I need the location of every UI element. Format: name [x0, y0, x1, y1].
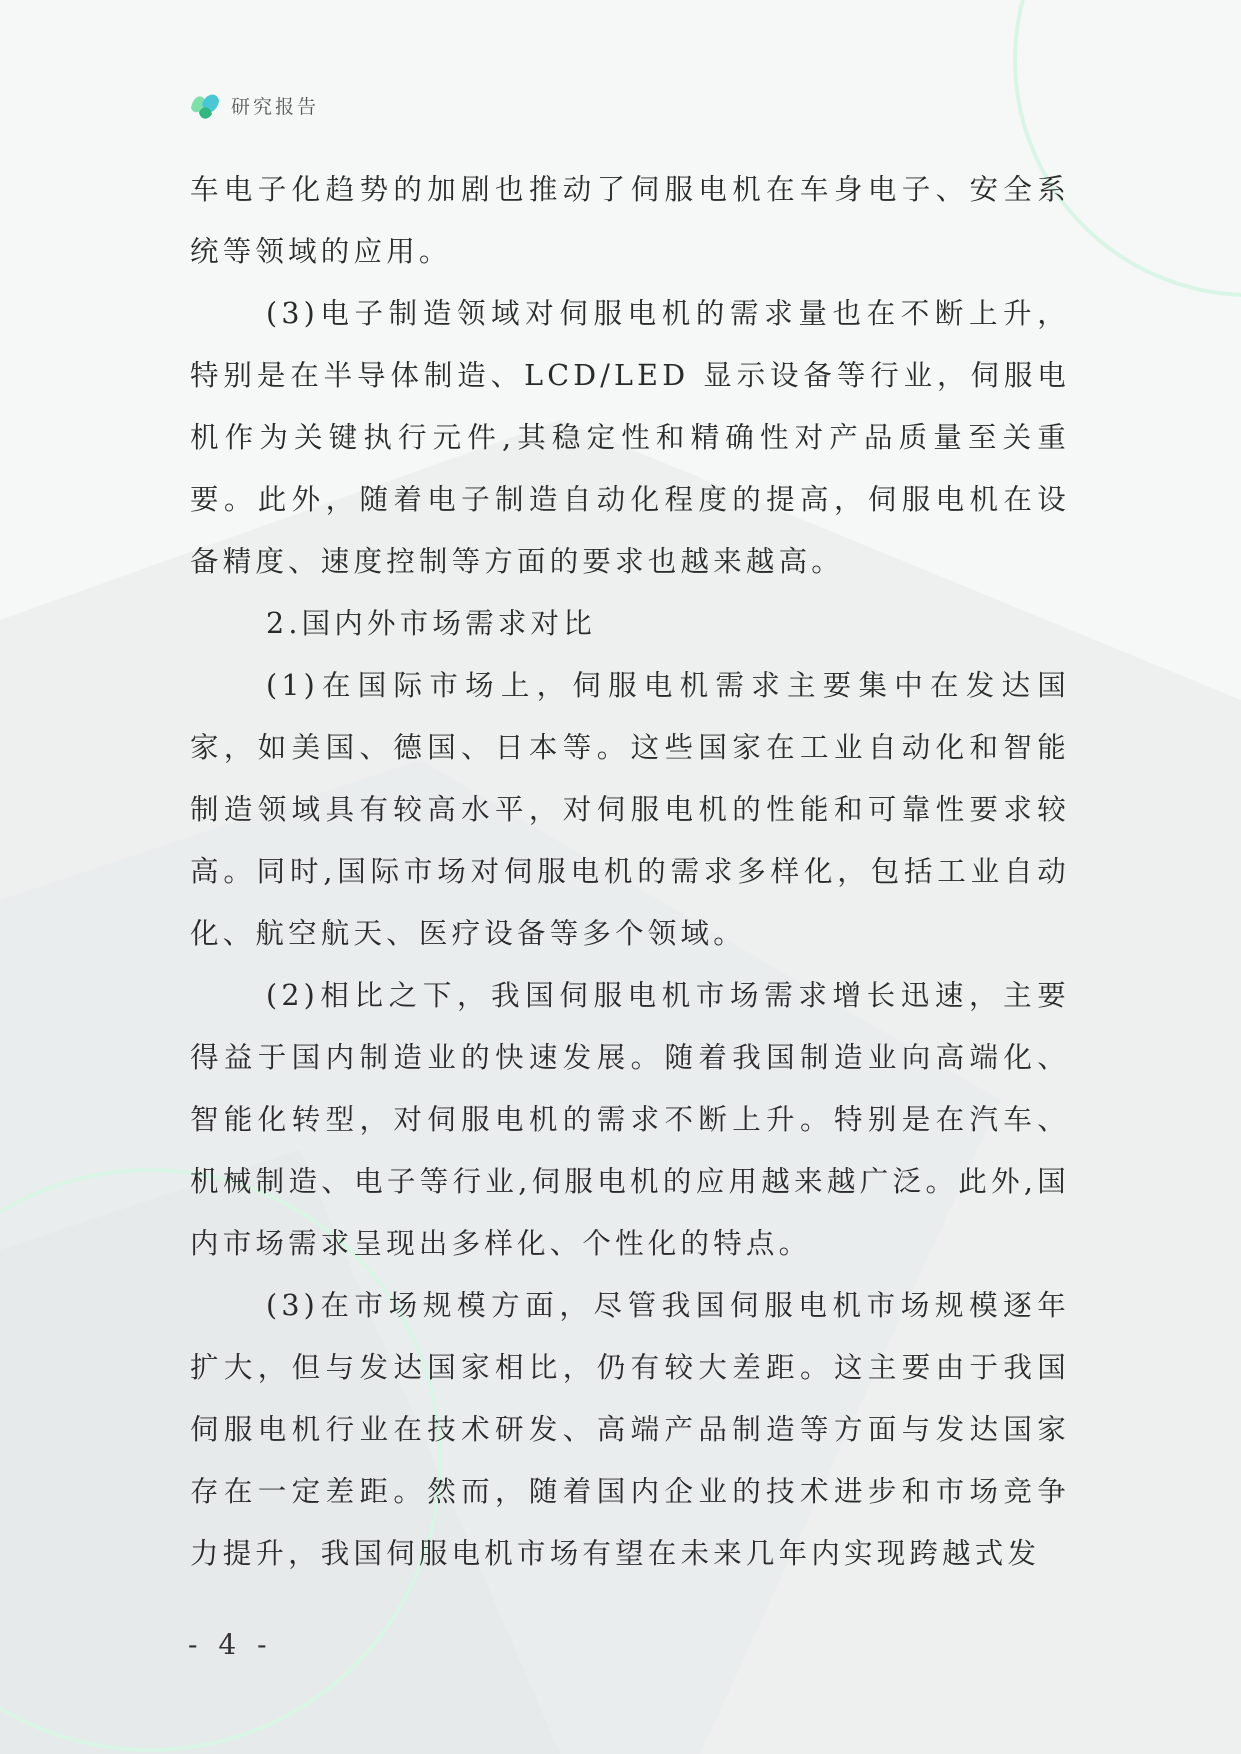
document-body [190, 159, 1070, 1585]
report-header [188, 88, 319, 122]
paragraph: (3)在市场规模方面，尽管我国伺服电机市场规模逐年扩大，但与发达国家相比，仍有较大差距。这主要由于我国伺服电机行业在技术研发、高端产品制造等方面与发达国家存在一定差距。然而，随着国内企业的技术进步和市场竞争力提升，我国伺服电机市场有望在未来几年内实现跨越式发 [190, 1289, 1070, 1570]
leaf-logo-icon [188, 88, 222, 122]
paragraph: 车电子化趋势的加剧也推动了伺服电机在车身电子、安全系统等领域的应用。 [190, 173, 1070, 268]
paragraph: (2)相比之下，我国伺服电机市场需求增长迅速，主要得益于国内制造业的快速发展。随着我国制造业向高端化、智能化转型，对伺服电机的需求不断上升。特别是在汽车、机械制造、电子等行业,伺服电机的应用越来越广泛。此外,国内市场需求呈现出多样化、个性化的特点。 [190, 979, 1070, 1260]
page-number: - 4 - [188, 1628, 273, 1661]
paragraph: (1)在国际市场上，伺服电机需求主要集中在发达国家，如美国、德国、日本等。这些国家在工业自动化和智能制造领域具有较高水平，对伺服电机的性能和可靠性要求较高。同时,国际市场对伺服电机的需求多样化，包括工业自动化、航空航天、医疗设备等多个领域。 [190, 669, 1070, 950]
section-heading: 2.国内外市场需求对比 [266, 607, 596, 640]
paragraph: (3)电子制造领域对伺服电机的需求量也在不断上升，特别是在半导体制造、LCD/LED 显示设备等行业，伺服电机作为关键执行元件,其稳定性和精确性对产品质量至关重要。此外，随着电子制造自动化程度的提高，伺服电机在设备精度、速度控制等方面的要求也越来越高。 [190, 297, 1070, 578]
report-label: 研究报告 [231, 95, 320, 118]
